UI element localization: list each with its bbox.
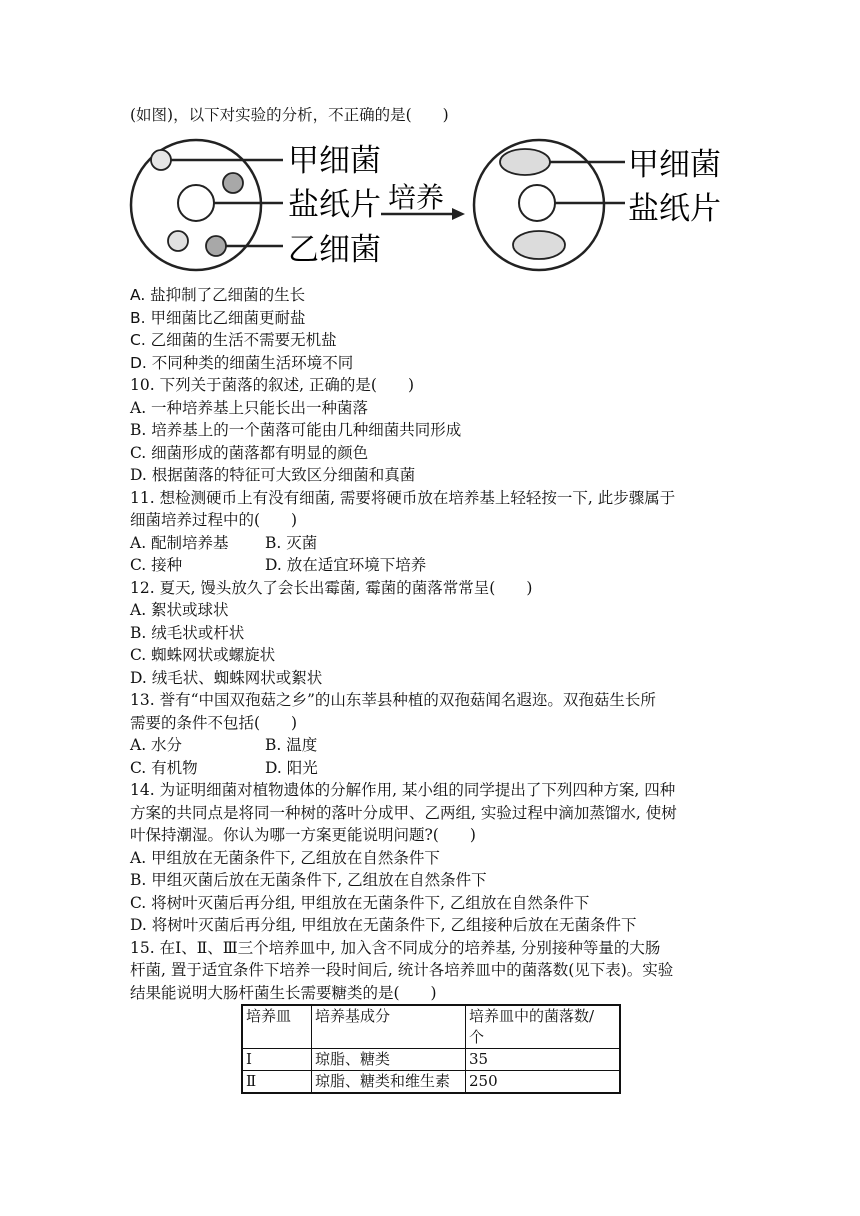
q12-option-b: B. 绒毛状或杆状 bbox=[130, 624, 245, 642]
q13-stem-line1: 13. 誉有“中国双孢菇之乡”的山东莘县种植的双孢菇闻名遐迩。双孢菇生长所 bbox=[130, 691, 656, 709]
q15-stem-line1: 15. 在Ⅰ、Ⅱ、Ⅲ三个培养皿中, 加入含不同成分的培养基, 分别接种等量的大肠 bbox=[130, 939, 661, 957]
q9-option-d: D. 不同种类的细菌生活环境不同 bbox=[130, 354, 354, 372]
q11-option-a: A. 配制培养基 bbox=[130, 534, 229, 552]
yi-bacteria-colony-3 bbox=[206, 236, 226, 256]
jia-bacteria-colony bbox=[151, 150, 171, 170]
yi-bacteria-colony-1 bbox=[223, 173, 243, 193]
results-table bbox=[241, 1004, 621, 1094]
q15-stem-line3: 结果能说明大肠杆菌生长需要糖类的是( ) bbox=[130, 984, 437, 1002]
q10-option-d: D. 根据菌落的特征可大致区分细菌和真菌 bbox=[130, 466, 416, 484]
q14-stem-line1: 14. 为证明细菌对植物遗体的分解作用, 某小组的同学提出了下列四种方案, 四种 bbox=[130, 781, 676, 799]
q14-stem-line3: 叶保持潮湿。你认为哪一方案更能说明问题?( ) bbox=[130, 826, 476, 844]
q12-option-a: A. 絮状或球状 bbox=[130, 601, 229, 619]
q11-stem-line2: 细菌培养过程中的( ) bbox=[130, 511, 298, 529]
culture-experiment-figure bbox=[125, 135, 725, 275]
q10-option-a: A. 一种培养基上只能长出一种菌落 bbox=[130, 399, 369, 417]
arrow-head-icon bbox=[452, 208, 465, 220]
q14-option-d: D. 将树叶灭菌后再分组, 甲组放在无菌条件下, 乙组接种后放在无菌条件下 bbox=[130, 916, 637, 934]
q12-option-d: D. 绒毛状、蜘蛛网状或絮状 bbox=[130, 669, 323, 687]
table-row: Ⅱ 琼脂、糖类和维生素 250 bbox=[242, 1071, 620, 1094]
left-label-jia: 甲细菌 bbox=[288, 143, 381, 179]
yi-bacteria-colony-2 bbox=[168, 231, 188, 251]
header-dish: 培养皿 bbox=[242, 1005, 312, 1049]
left-label-yi: 乙细菌 bbox=[288, 232, 381, 268]
header-colony-count: 培养皿中的菌落数/ 个 bbox=[466, 1005, 621, 1049]
header-medium: 培养基成分 bbox=[312, 1005, 466, 1049]
q11-option-c: C. 接种 bbox=[130, 556, 183, 574]
table-header-row bbox=[242, 1005, 620, 1049]
q13-option-a: A. 水分 bbox=[130, 736, 183, 754]
q9-option-b: B. 甲细菌比乙细菌更耐盐 bbox=[130, 309, 306, 327]
q13-option-c: C. 有机物 bbox=[130, 759, 198, 777]
salt-paper-disc-right bbox=[519, 185, 555, 221]
q13-stem-line2: 需要的条件不包括( ) bbox=[130, 714, 298, 732]
q14-stem-line2: 方案的共同点是将同一种树的落叶分成甲、乙两组, 实验过程中滴加蒸馏水, 使树 bbox=[130, 804, 677, 822]
q10-option-b: B. 培养基上的一个菌落可能由几种细菌共同形成 bbox=[130, 421, 462, 439]
q14-option-b: B. 甲组灭菌后放在无菌条件下, 乙组放在自然条件下 bbox=[130, 871, 487, 889]
q12-option-c: C. 蜘蛛网状或螺旋状 bbox=[130, 646, 276, 664]
right-label-jia: 甲细菌 bbox=[628, 147, 721, 183]
q10-stem: 10. 下列关于菌落的叙述, 正确的是( ) bbox=[130, 376, 415, 394]
left-label-salt: 盐纸片 bbox=[288, 187, 381, 223]
q14-option-c: C. 将树叶灭菌后再分组, 甲组放在无菌条件下, 乙组放在自然条件下 bbox=[130, 894, 590, 912]
table-row: Ⅰ 琼脂、糖类 35 bbox=[242, 1049, 620, 1071]
arrow-label: 培养 bbox=[388, 181, 445, 214]
q10-option-c: C. 细菌形成的菌落都有明显的颜色 bbox=[130, 444, 369, 462]
q14-option-a: A. 甲组放在无菌条件下, 乙组放在自然条件下 bbox=[130, 849, 440, 867]
q11-option-d: D. 放在适宜环境下培养 bbox=[265, 556, 427, 574]
yi-bacteria-grown bbox=[513, 231, 565, 259]
q9-option-c: C. 乙细菌的生活不需要无机盐 bbox=[130, 331, 337, 349]
q11-option-b: B. 灭菌 bbox=[265, 534, 318, 552]
q13-option-d: D. 阳光 bbox=[265, 759, 318, 777]
q9-option-a: A. 盐抑制了乙细菌的生长 bbox=[130, 286, 306, 304]
q12-stem: 12. 夏天, 馒头放久了会长出霉菌, 霉菌的菌落常常呈( ) bbox=[130, 579, 533, 597]
jia-bacteria-grown bbox=[500, 149, 550, 175]
q15-stem-line2: 杆菌, 置于适宜条件下培养一段时间后, 统计各培养皿中的菌落数(见下表)。实验 bbox=[130, 961, 674, 979]
q13-option-b: B. 温度 bbox=[265, 736, 318, 754]
q11-stem-line1: 11. 想检测硬币上有没有细菌, 需要将硬币放在培养基上轻轻按一下, 此步骤属于 bbox=[130, 489, 676, 507]
right-label-salt: 盐纸片 bbox=[628, 191, 721, 227]
question-9-intro: (如图)，以下对实验的分析，不正确的是( ) bbox=[130, 106, 449, 124]
salt-paper-disc-left bbox=[178, 185, 214, 221]
